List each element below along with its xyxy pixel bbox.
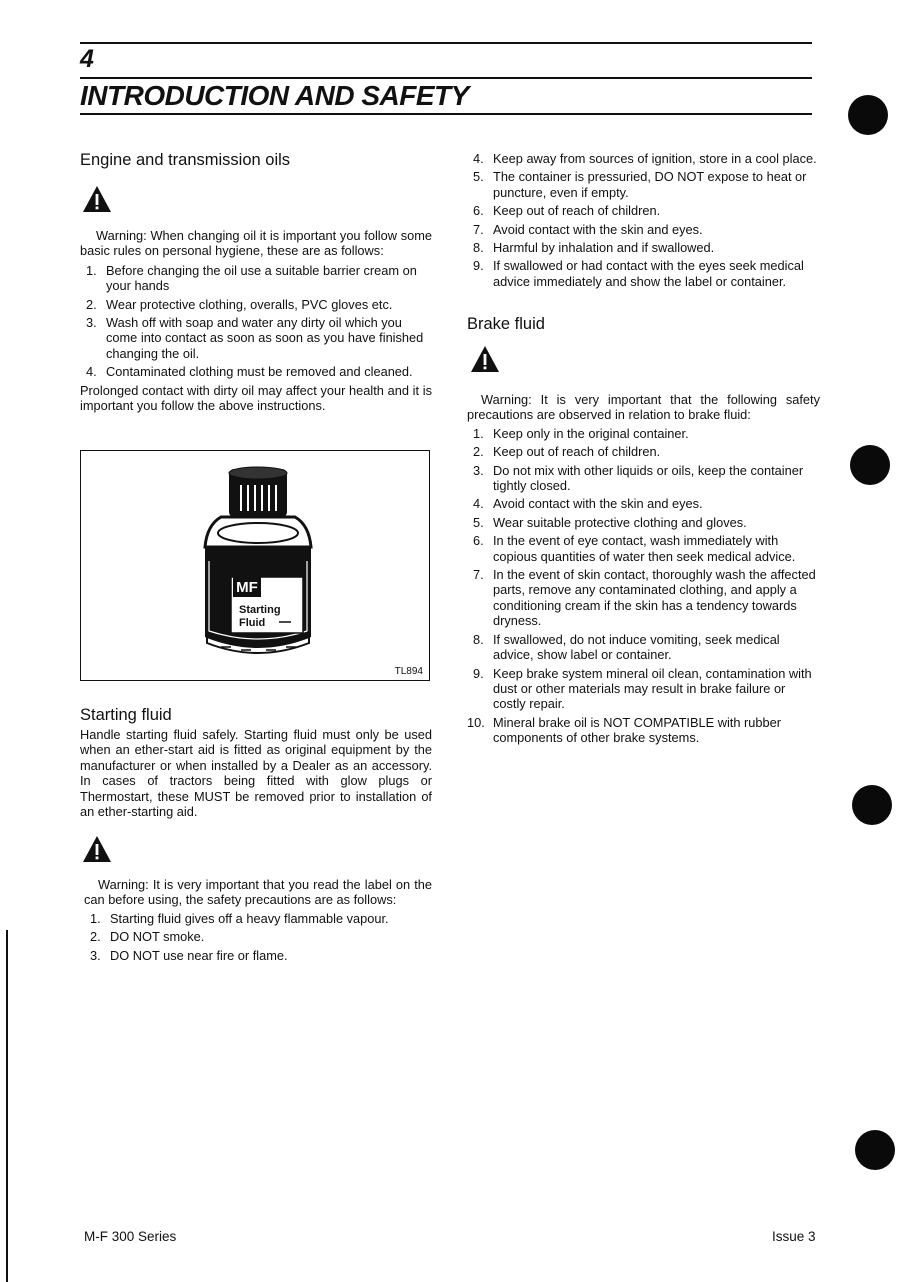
starting-fluid-heading: Starting fluid — [80, 706, 172, 724]
brake-fluid-warning: Warning: It is very important that the following safety precautions are observed in relation to brake fluid: — [467, 392, 820, 423]
list-item: 1. Starting fluid gives off a heavy flammable vapour. — [90, 910, 389, 926]
list-item: 7. Avoid contact with the skin and eyes. — [473, 221, 703, 237]
can-label-line2: Fluid — [239, 617, 266, 629]
list-item: 3. Wash off with soap and water any dirty oil which you come into contact as soon as soon as you have finished changing the oil. — [86, 315, 424, 361]
list-item: 3. DO NOT use near fire or flame. — [90, 947, 288, 963]
can-logo: MF — [236, 579, 258, 596]
list-item: 4. Keep away from sources of ignition, store in a cool place. — [473, 151, 817, 166]
can-label-line1: Starting — [239, 604, 281, 616]
list-item: 8. If swallowed, do not induce vomiting, seek medical advice, show label or container. — [473, 631, 780, 663]
starting-fluid-warning: Warning: It is very important that you read the label on the can before using, the safety precautions are as follows: — [84, 877, 432, 908]
list-item: 2. DO NOT smoke. — [90, 929, 205, 945]
warning-triangle-icon — [470, 345, 500, 373]
starting-fluid-figure — [80, 450, 430, 681]
warning-triangle-icon — [82, 835, 112, 863]
engine-oils-section — [80, 228, 432, 413]
punch-hole-icon — [848, 95, 888, 135]
engine-oils-closing: Prolonged contact with dirty oil may affect your health and it is important you follow the above instructions. — [80, 382, 432, 414]
starting-fluid-list — [84, 911, 432, 963]
engine-oils-warning: Warning: When changing oil it is important you follow some basic rules on personal hygiene, these are as follows: — [80, 228, 432, 259]
punch-hole-icon — [852, 785, 892, 825]
starting-fluid-warning-section — [84, 877, 432, 966]
punch-hole-icon — [850, 445, 890, 485]
list-item: 10. Mineral brake oil is NOT COMPATIBLE with rubber components of other brake systems. — [467, 714, 782, 746]
list-item: 2. Keep out of reach of children. — [473, 444, 661, 460]
list-item: 5. Wear suitable protective clothing and gloves. — [473, 514, 747, 530]
header-top-rule — [80, 42, 812, 44]
list-item: 6. Keep out of reach of children. — [473, 203, 661, 219]
figure-code: TL894 — [394, 666, 423, 677]
header-middle-rule — [80, 77, 812, 79]
footer-series: M-F 300 Series — [84, 1229, 177, 1244]
starting-fluid-continued-list — [467, 151, 820, 289]
list-item: 5. The container is pressuried, DO NOT expose to heat or puncture, even if empty. — [473, 169, 807, 200]
engine-oils-heading: Engine and transmission oils — [80, 151, 291, 169]
list-item: 7. In the event of skin contact, thoroughly wash the affected parts, remove any contaminated clothing, and apply a conditioning cream if the skin has a tendency towards dryness. — [473, 567, 816, 629]
starting-fluid-continued — [467, 151, 820, 292]
list-item: 6. In the event of eye contact, wash immediately with copious quantities of water then seek medical advice. — [473, 533, 796, 564]
footer-issue: Issue 3 — [772, 1229, 816, 1244]
starting-fluid-section — [80, 727, 432, 819]
brake-fluid-heading: Brake fluid — [467, 315, 545, 333]
header-bottom-rule — [80, 113, 812, 115]
list-item: 4. Avoid contact with the skin and eyes. — [473, 496, 703, 512]
list-item: 4. Contaminated clothing must be removed and cleaned. — [86, 364, 413, 380]
punch-hole-icon — [855, 1130, 895, 1170]
list-item: 9. If swallowed or had contact with the eyes seek medical advice immediately and show the label or container. — [473, 258, 804, 289]
list-item: 9. Keep brake system mineral oil clean, contamination with dust or other materials may result in brake failure or costly repair. — [473, 665, 812, 712]
starting-fluid-intro: Handle starting fluid safely. Starting fluid must only be used when an ether-start aid is fitted as original equipment by the manufacturer or when installed by a Dealer as an accessory. In cases of tractors being fitted with glow plugs or Thermostart, these MUST be removed prior to installation of an ether-starting aid. — [80, 727, 432, 820]
list-item: 1. Before changing the oil use a suitable barrier cream on your hands — [86, 262, 417, 294]
list-item: 8. Harmful by inhalation and if swallowed. — [473, 240, 715, 256]
brake-fluid-section — [467, 392, 820, 749]
list-item: 1. Keep only in the original container. — [473, 425, 689, 441]
starting-fluid-can-illustration — [81, 451, 429, 680]
chapter-title: INTRODUCTION AND SAFETY — [80, 80, 469, 111]
margin-line — [6, 930, 8, 1282]
warning-triangle-icon — [82, 185, 112, 213]
brake-fluid-list — [467, 426, 820, 746]
engine-oils-list — [80, 263, 432, 380]
chapter-number: 4 — [80, 45, 94, 73]
list-item: 3. Do not mix with other liquids or oils, keep the container tightly closed. — [473, 462, 804, 494]
list-item: 2. Wear protective clothing, overalls, PVC gloves etc. — [86, 296, 393, 312]
